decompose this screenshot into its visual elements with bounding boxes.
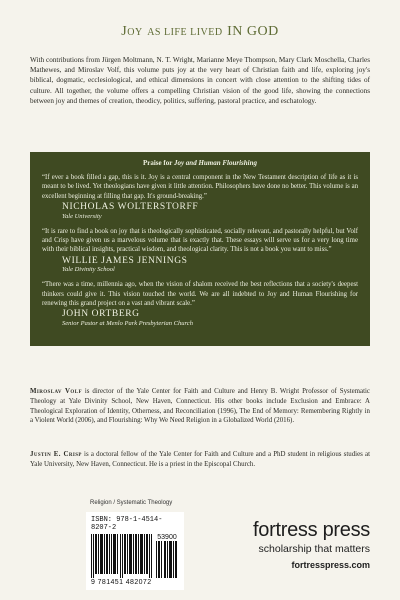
praise-affiliation: Senior Pastor at Menlo Park Presbyterian Church xyxy=(62,319,193,327)
praise-quote: “It is rare to find a book on joy that is theologically sophisticated, socially relevant, and pastorally helpful, but Volf and Crisp have given us a marvelous volume that is exactly that. These essays will serve us for a very long time with their biblical insights, practical wisdom, and theological clarity. This is not a book you want to miss.” xyxy=(42,227,358,254)
praise-quote: “There was a time, millennia ago, when the vision of shalom received the best reflections that a society's deepest thinkers could give it. This vision touched the world. We are all indebted to Joy and Human Flourishing for renewing this grand project on a vast and vibrant scale.” xyxy=(42,281,358,307)
publisher-name: fortress press xyxy=(253,519,370,541)
title-word-oy: OY xyxy=(127,27,143,38)
title-middle: AS LIFE LIVED xyxy=(147,27,223,38)
praise-affiliation: Yale University xyxy=(62,212,102,220)
praise-heading-title: Joy and Human Flourishing xyxy=(173,159,258,167)
subject-category: Religion / Systematic Theology xyxy=(90,500,173,506)
barcode-bars xyxy=(91,534,179,578)
praise-quote: “If ever a book filled a gap, this is it. Joy is a central component in the New Testament description of life as it is meant to be lived. Yet theologians have given it little attention. Philosophers have done no better. This volume is an excellent beginning at filling that gap. It's ground-breaking.” xyxy=(42,174,358,200)
praise-author: JOHN ORTBERG xyxy=(62,309,140,320)
author-name: Justin E. Crisp xyxy=(30,451,82,458)
barcode-main-icon xyxy=(91,534,153,578)
publisher-url: fortresspress.com xyxy=(291,560,370,570)
price-code: 53900 xyxy=(157,534,177,541)
author-bio xyxy=(30,387,370,426)
publisher-tagline: scholarship that matters xyxy=(258,543,370,555)
praise-heading-prefix: Praise for xyxy=(142,159,173,167)
cover-title xyxy=(0,22,400,40)
praise-panel xyxy=(30,152,370,346)
praise-author: WILLIE JAMES JENNINGS xyxy=(62,255,188,266)
author-name: Miroslav Volf xyxy=(30,388,82,395)
isbn-number: ISBN: 978-1-4514-8207-2 xyxy=(91,516,163,532)
author-bio-text: is director of the Yale Center for Faith and Culture and Henry B. Wright Professor of Systematic Theology at Yale Divinity School, New Haven, Connecticut. His other books include Exclusion and Embrace: A Theological Exploration of Identity, Otherness, and Reconciliation (1996), The End of Memory: Remembering Rightly in a Violent World (2006), and Flourishing: Why We Need Religion in a Globalized World (2016). xyxy=(30,388,370,425)
barcode-digits: 9 781451 482072 xyxy=(91,579,152,586)
author-bio-text: is a doctoral fellow of the Yale Center for Faith and Culture and a PhD student in religious studies at Yale University, New Haven, Connecticut. He is a priest in the Episcopal Church. xyxy=(30,451,370,468)
publisher-block xyxy=(253,520,370,570)
barcode-price-extension xyxy=(156,534,178,578)
title-in-god: IN GOD xyxy=(227,24,279,39)
book-description: With contributions from Jürgen Moltmann, N. T. Wright, Marianne Meye Thompson, Mary Clark Moschella, Charles Mathewes, and Miroslav Volf, this volume puts joy at the very heart of Christian faith and life, exploring joy's biblical, dogmatic, ecclesiological, and ethical dimensions in concert with close attention to the shifting tides of culture. All together, the volume offers a compelling Christian vision of the good life, showing the connections between joy and themes of creation, theodicy, politics, suffering, pastoral practice, and eschatology. xyxy=(30,56,370,105)
barcode-extension-icon xyxy=(156,541,178,578)
praise-affiliation: Yale Divinity School xyxy=(62,266,115,274)
author-bio xyxy=(30,450,370,470)
title-letter-j: J xyxy=(121,24,128,39)
isbn-barcode xyxy=(86,512,184,590)
praise-heading xyxy=(42,159,358,167)
praise-author: NICHOLAS WOLTERSTORFF xyxy=(62,202,199,213)
